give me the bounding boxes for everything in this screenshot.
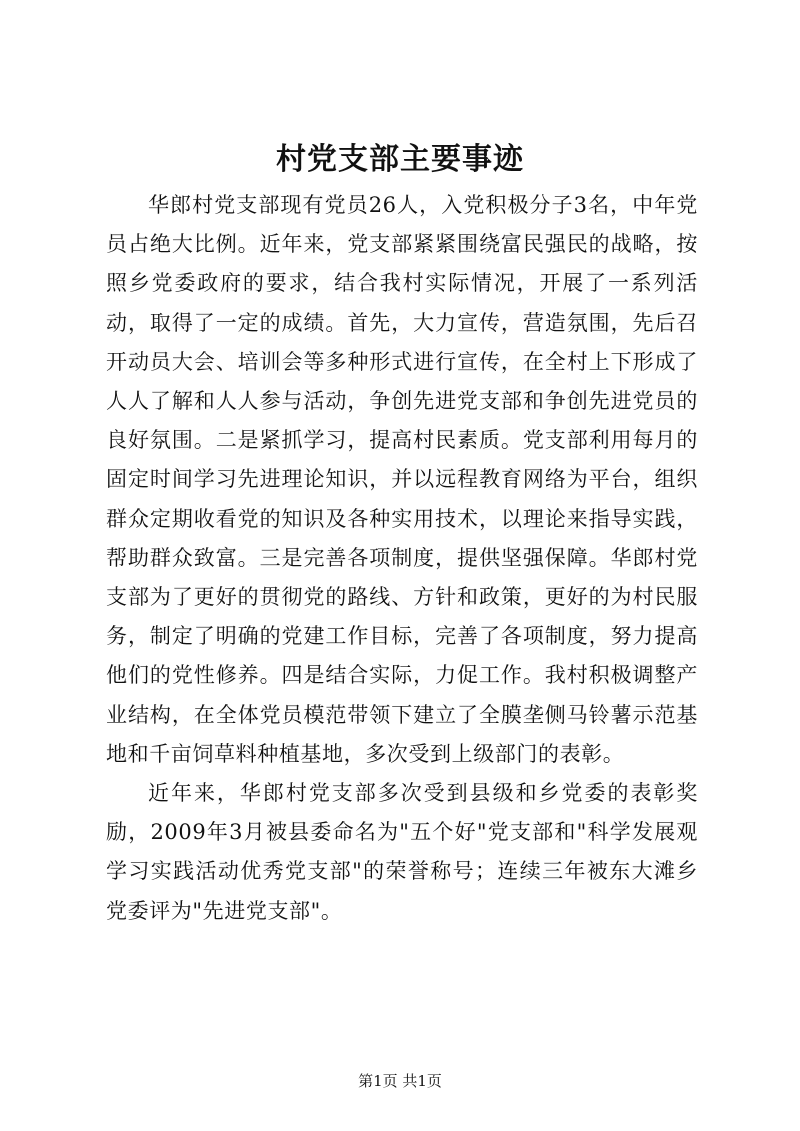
body-paragraph-1: 华郎村党支部现有党员26人，入党积极分子3名，中年党员占绝大比例。近年来，党支部紧紧围绕富民强民的战略，按照乡党委政府的要求，结合我村实际情况，开展了一系列活动，取得了一定的成绩。首先，大力宣传，营造氛围，先后召开动员大会、培训会等多种形式进行宣传，在全村上下形成了人人了解和人人参与活动，争创先进党支部和争创先进党员的良好氛围。二是紧抓学习，提高村民素质。党支部利用每月的固定时间学习先进理论知识，并以远程教育网络为平台，组织群众定期收看党的知识及各种实用技术，以理论来指导实践，帮助群众致富。三是完善各项制度，提供坚强保障。华郎村党支部为了更好的贯彻党的路线、方针和政策，更好的为村民服务，制定了明确的党建工作目标，完善了各项制度，努力提高他们的党性修养。四是结合实际，力促工作。我村积极调整产业结构，在全体党员模范带领下建立了全膜垄侧马铃薯示范基地和千亩饲草料种植基地，多次受到上级部门的表彰。 <box>106 193 698 766</box>
document-body <box>106 186 698 931</box>
document-title: 村党支部主要事迹 <box>276 142 524 177</box>
body-paragraph-2: 近年来，华郎村党支部多次受到县级和乡党委的表彰奖励，2009年3月被县委命名为"五个好"党支部和"科学发展观学习实践活动优秀党支部"的荣誉称号；连续三年被东大滩乡党委评为"先进党支部"。 <box>106 781 698 923</box>
page-number-footer: 第1页 共1页 <box>358 1072 442 1090</box>
